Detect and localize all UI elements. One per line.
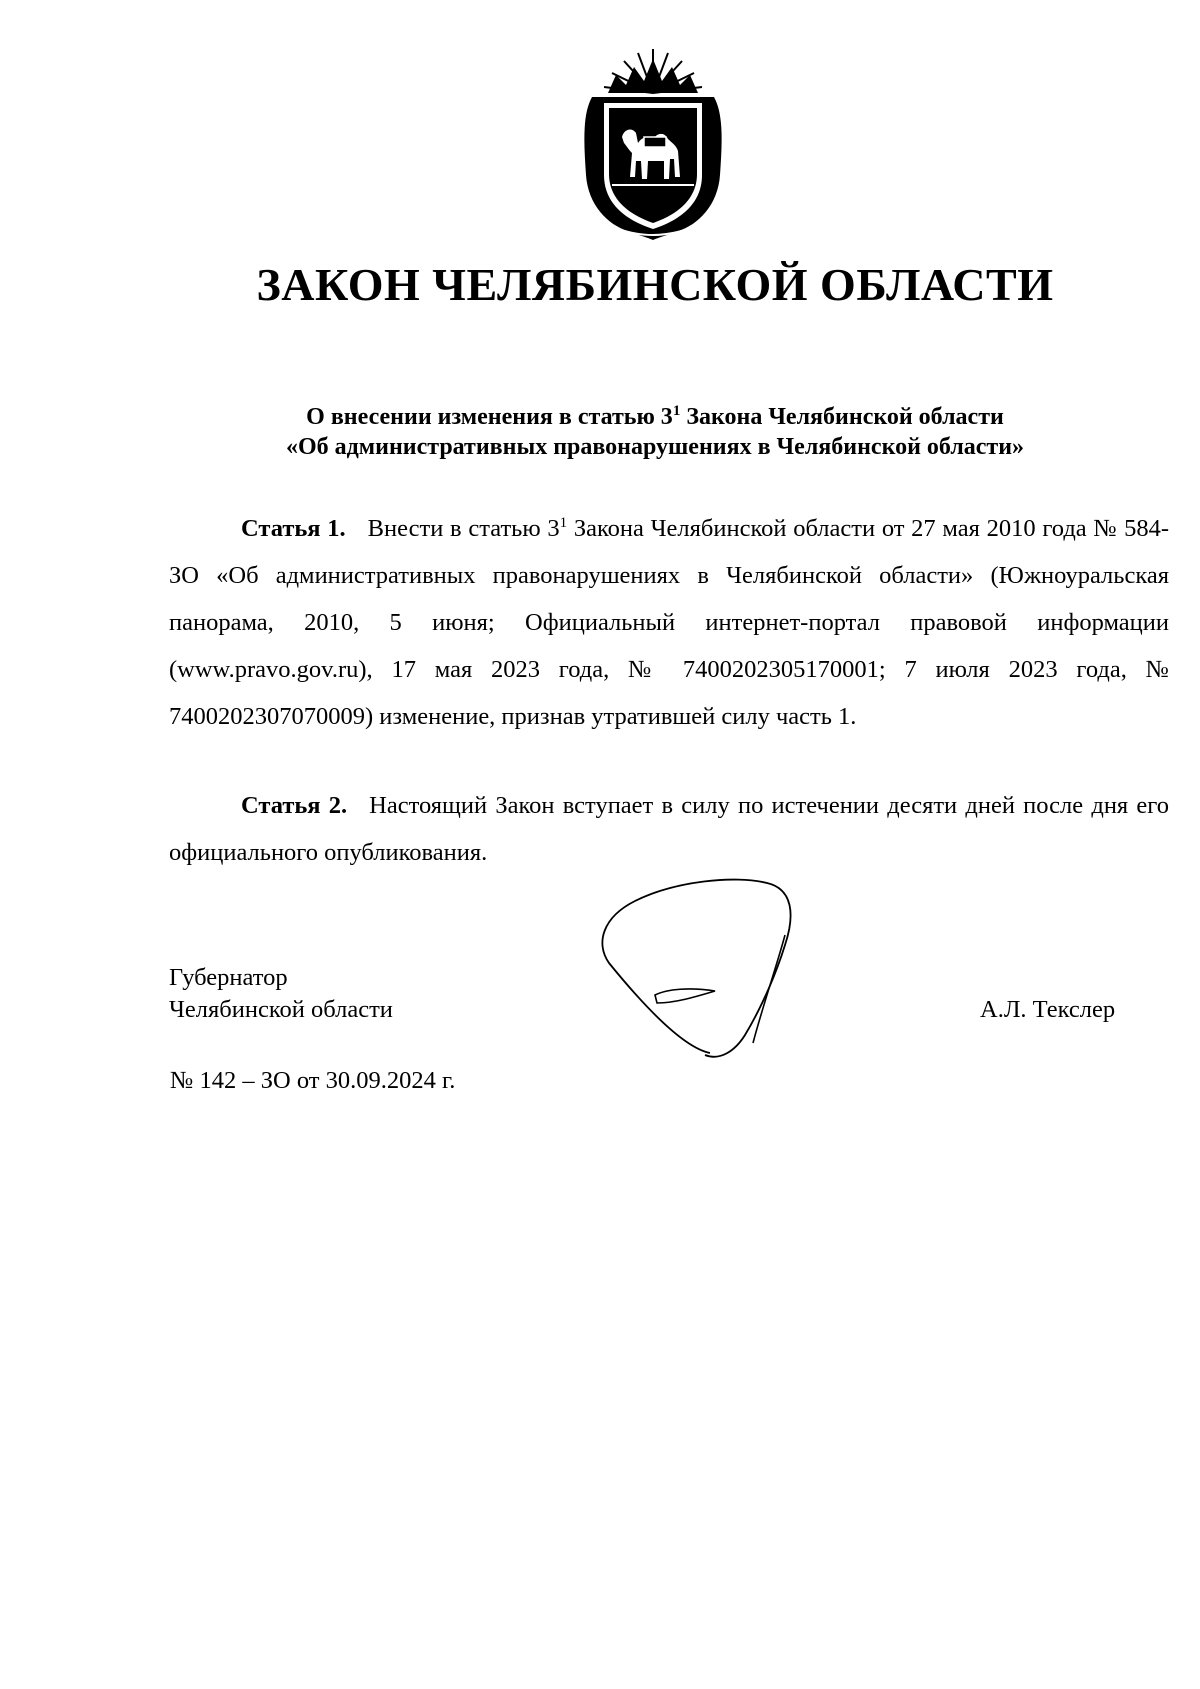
article-1-label: Статья 1. bbox=[241, 515, 346, 542]
subtitle-line-1 bbox=[0, 402, 1200, 432]
coat-of-arms-icon bbox=[578, 45, 728, 240]
article-2 bbox=[169, 782, 1169, 876]
article-2-label: Статья 2. bbox=[241, 792, 348, 819]
article-1-superscript: 1 bbox=[559, 515, 568, 531]
law-title: ЗАКОН ЧЕЛЯБИНСКОЙ ОБЛАСТИ bbox=[256, 259, 1054, 310]
article-1 bbox=[169, 505, 1169, 740]
law-subtitle bbox=[0, 402, 1200, 462]
signer-position-line-1: Губернатор bbox=[169, 964, 288, 991]
law-number-and-date: № 142 – ЗО от 30.09.2024 г. bbox=[170, 1067, 456, 1094]
handwritten-signature-icon bbox=[595, 875, 810, 1065]
article-1-text-start: Внести в статью 3 bbox=[367, 515, 560, 542]
signer-position bbox=[169, 962, 393, 1026]
subtitle-line-1-rest: Закона Челябинской области bbox=[680, 404, 1004, 430]
signer-position-line-2: Челябинской области bbox=[169, 996, 393, 1023]
signer-name: А.Л. Текслер bbox=[980, 996, 1116, 1023]
subtitle-line-1-text: О внесении изменения в статью 3 bbox=[306, 404, 673, 430]
subtitle-superscript: 1 bbox=[672, 403, 681, 419]
subtitle-line-2: «Об административных правонарушениях в Челябинской области» bbox=[285, 434, 1025, 460]
article-2-text: Настоящий Закон вступает в силу по истечении десяти дней после дня его официального опубликования. bbox=[169, 792, 1169, 866]
article-1-text-rest: Закона Челябинской области от 27 мая 2010 года № 584-ЗО «Об административных правонарушениях в Челябинской области» (Южноуральская панорама, 2010, 5 июня; Официальный интернет-портал правовой информации (www.pravo.gov.ru), 17 мая 2023 года, № 7400202305170001; 7 июля 2023 года, № 7400202307070009) изменение, признав утратившей силу часть 1. bbox=[169, 515, 1169, 730]
